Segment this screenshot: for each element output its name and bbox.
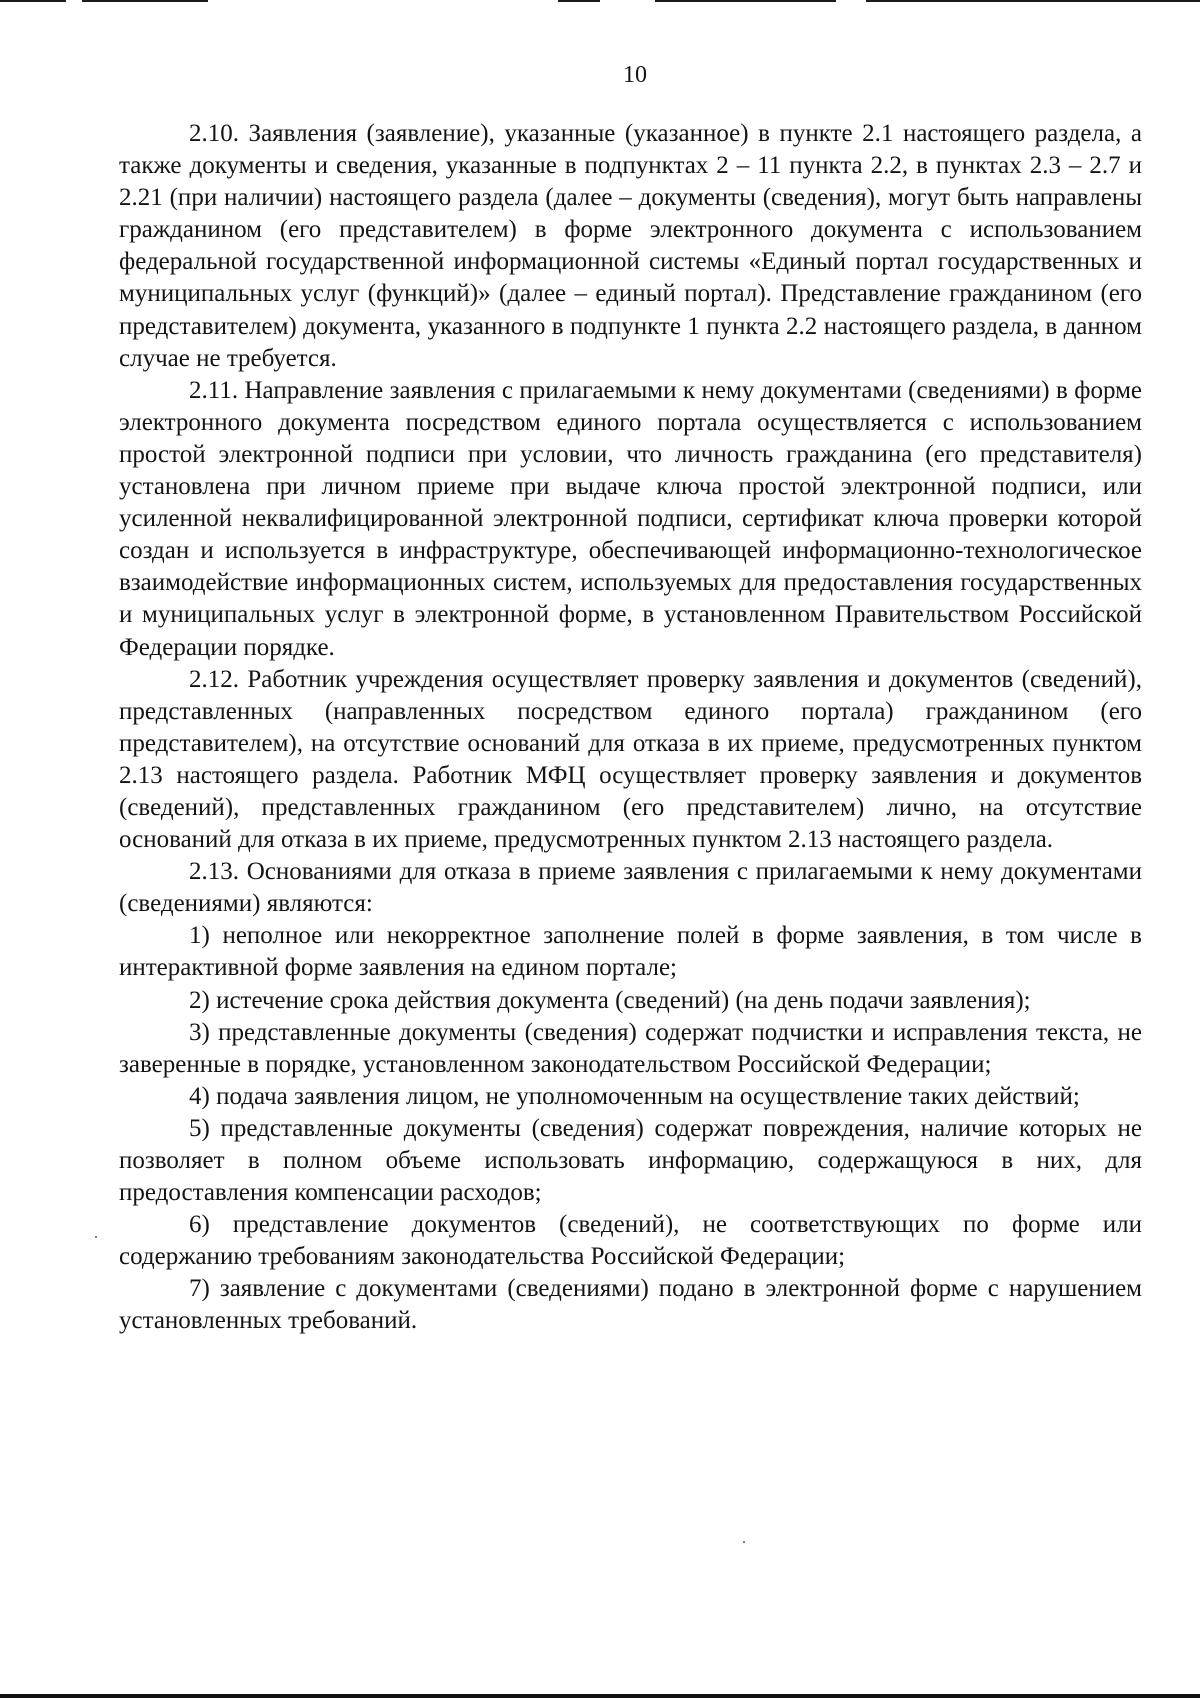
scan-edge-gap (208, 0, 558, 3)
list-item-5: 5) представленные документы (сведения) содержат повреждения, наличие которых не позволяет в полном объеме использовать информацию, содержащуюся в них, для предоставления компенсации расходов; (119, 1114, 1142, 1207)
scan-speck (95, 1236, 97, 1238)
list-item-2: 2) истечение срока действия документа (сведений) (на день подачи заявления); (189, 986, 1031, 1014)
paragraph-2-10: 2.10. Заявления (заявление), указанные (указанное) в пункте 2.1 настоящего раздела, а также документы и сведения, указанные в подпунктах 2 – 11 пункта 2.2, в пунктах 2.3 – 2.7 и 2.21 (при наличии) настоящего раздела (далее – документы (сведения), могут быть направлены гражданином (его представителем) в форме электронного документа с использованием федеральной государственной информационной системы «Единый портал государственных и муниципальных услуг (функций)» (далее – единый портал). Представление гражданином (его представителем) документа, указанного в подпункте 1 пункта 2.2 настоящего раздела, в данном случае не требуется. (119, 120, 1142, 372)
list-item-6: 6) представление документов (сведений), не соответствующих по форме или содержанию требованиям законодательства Российской Федерации; (119, 1211, 1142, 1271)
list-item-1: 1) неполное или некорректное заполнение полей в форме заявления, в том числе в интерактивной форме заявления на едином портале; (119, 922, 1142, 982)
list-item-3: 3) представленные документы (сведения) содержат подчистки и исправления текста, не заверенные в порядке, установленном законодательством Российской Федерации; (119, 1018, 1142, 1078)
paragraph-2-13: 2.13. Основаниями для отказа в приеме заявления с прилагаемыми к нему документами (сведениями) являются: (119, 858, 1142, 918)
page-number: 10 (623, 62, 647, 88)
scan-edge-gap (66, 0, 82, 3)
scan-edge-gap (836, 0, 866, 3)
list-item-4: 4) подача заявления лицом, не уполномоченным на осуществление таких действий; (189, 1082, 1080, 1110)
list-item-7: 7) заявление с документами (сведениями) подано в электронной форме с нарушением установленных требований. (119, 1275, 1142, 1335)
paragraph-2-12: 2.12. Работник учреждения осуществляет проверку заявления и документов (сведений), представленных (направленных посредством единого портала) гражданином (его представителем), на отсутствие оснований для отказа в их приеме, предусмотренных пунктом 2.13 настоящего раздела. Работник МФЦ осуществляет проверку заявления и документов (сведений), представленных гражданином (его представителем) лично, на отсутствие оснований для отказа в их приеме, предусмотренных пунктом 2.13 настоящего раздела. (119, 665, 1142, 854)
paragraph-2-11: 2.11. Направление заявления с прилагаемыми к нему документами (сведениями) в форме электронного документа посредством единого портала осуществляется с использованием простой электронной подписи при условии, что личность гражданина (его представителя) установлена при личном приеме при выдаче ключа простой электронной подписи, или усиленной неквалифицированной электронной подписи, сертификат ключа проверки которой создан и используется в инфраструктуре, обеспечивающей информационно-технологическое взаимодействие информационных систем, используемых для предоставления государственных и муниципальных услуг в электронной форме, в установленном Правительством Российской Федерации порядке. (119, 376, 1142, 661)
scan-speck (743, 1541, 745, 1543)
scan-edge-gap (600, 0, 655, 3)
document-body (119, 118, 1142, 1338)
scan-edge-bottom (0, 1694, 1200, 1698)
